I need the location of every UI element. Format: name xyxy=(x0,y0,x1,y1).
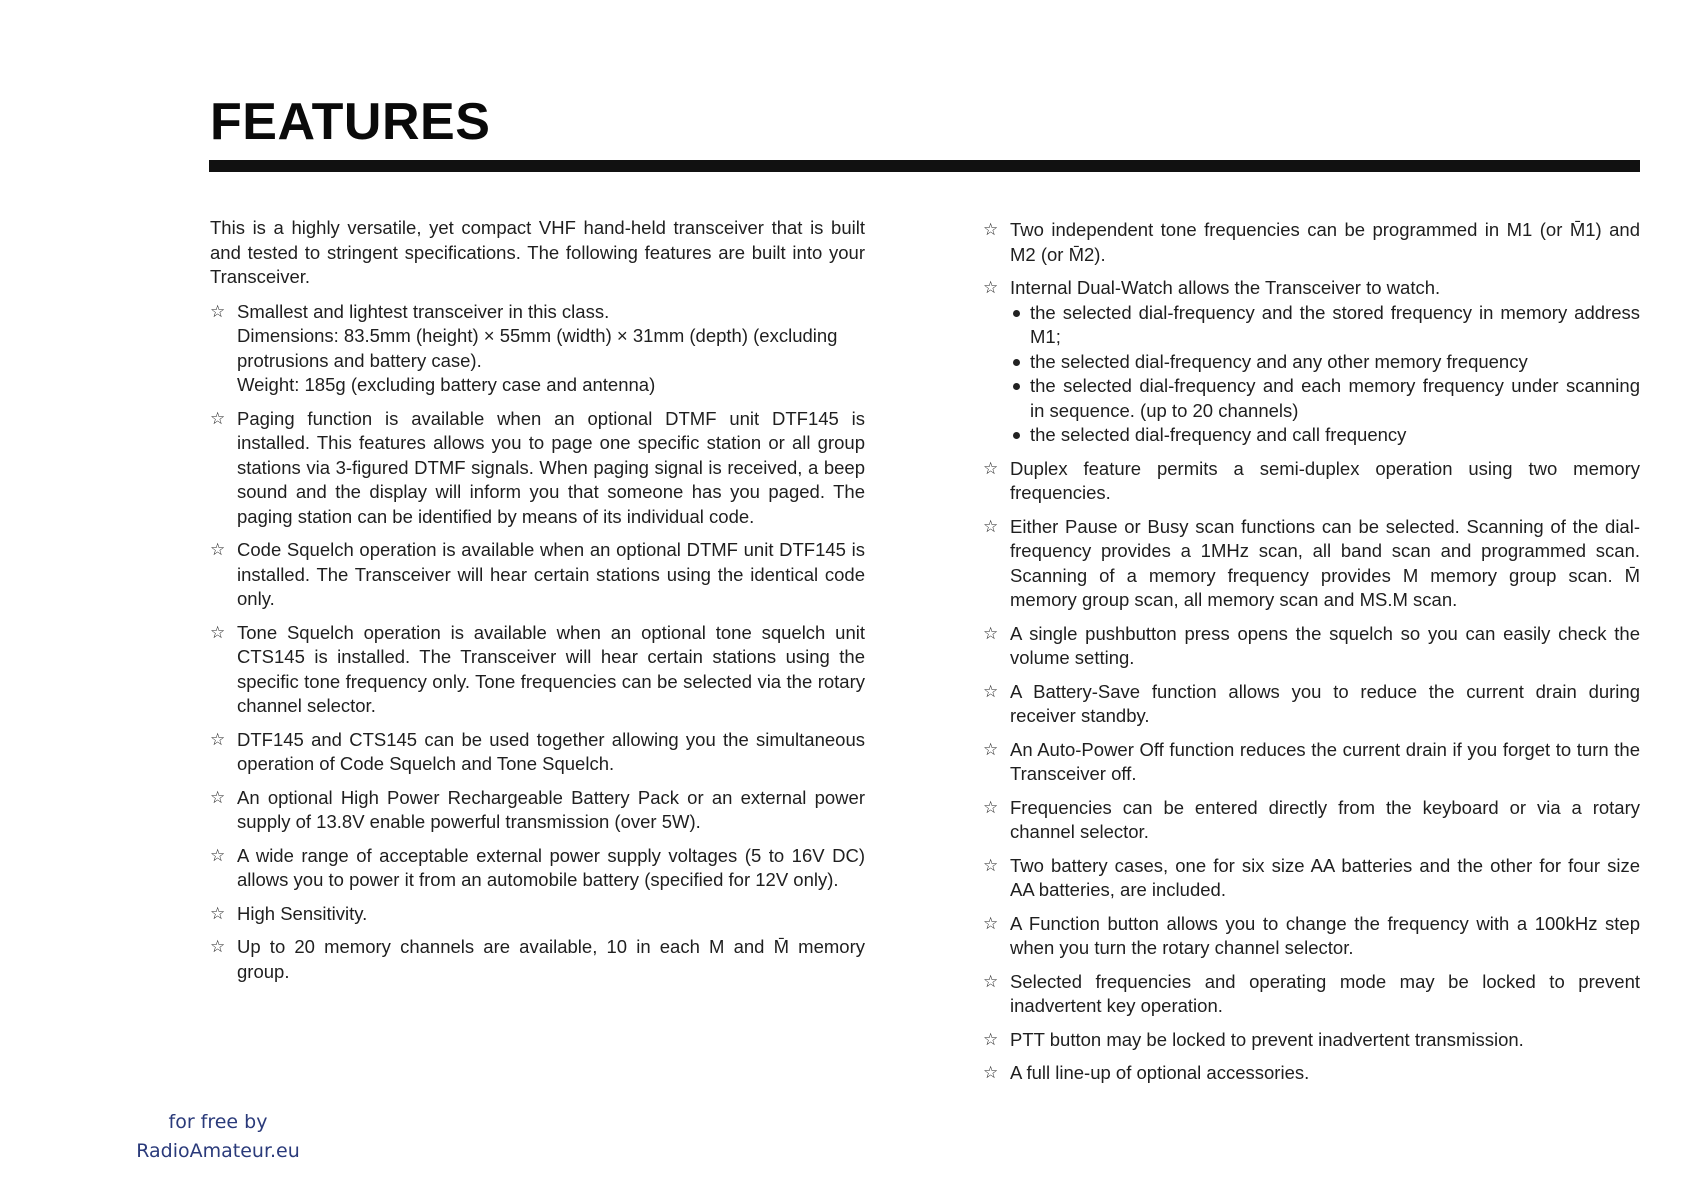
feature-item xyxy=(983,622,1640,671)
feature-item xyxy=(983,738,1640,787)
bullet-dot-icon xyxy=(1013,359,1020,366)
feature-item xyxy=(210,621,865,719)
feature-text: An Auto-Power Off function reduces the current drain if you forget to turn the Transceiver off. xyxy=(1010,738,1640,784)
feature-text: Smallest and lightest transceiver in this class. xyxy=(237,300,610,322)
feature-text: Two independent tone frequencies can be programmed in M1 (or M̄1) and M2 (or M̄2). xyxy=(1010,219,1640,265)
feature-text: Two battery cases, one for six size AA batteries and the other for four size AA batteries, are included. xyxy=(1010,854,1640,900)
feature-item xyxy=(210,728,865,777)
list-item-text: the selected dial-frequency and the stored frequency in memory address M1; xyxy=(1030,301,1640,347)
feature-text: Weight: 185g (excluding battery case and antenna) xyxy=(237,374,656,395)
feature-text: Selected frequencies and operating mode may be locked to prevent inadvertent key operation. xyxy=(1010,970,1640,1016)
feature-text: Internal Dual-Watch allows the Transceiver to watch. xyxy=(1010,277,1441,298)
star-icon: ☆ xyxy=(983,855,999,875)
feature-item xyxy=(210,844,865,893)
feature-text: A full line-up of optional accessories. xyxy=(1010,1062,1310,1083)
feature-item xyxy=(210,300,865,398)
star-icon: ☆ xyxy=(210,903,226,923)
list-item-text: the selected dial-frequency and each memory frequency under scanning in sequence. (up to 20 channels) xyxy=(1030,375,1640,421)
feature-text: Code Squelch operation is available when an optional DTMF unit DTF145 is installed. The Transceiver will hear certain stations using the identical code only. xyxy=(237,539,865,609)
star-icon: ☆ xyxy=(983,1063,999,1082)
watermark xyxy=(118,1108,318,1166)
feature-item xyxy=(983,970,1640,1019)
feature-text: Frequencies can be entered directly from the keyboard or via a rotary channel selector. xyxy=(1010,796,1640,842)
list-item-text: the selected dial-frequency and any other memory frequency xyxy=(1030,350,1528,372)
list-item xyxy=(1010,301,1640,350)
feature-text: A Battery-Save function allows you to reduce the current drain during receiver standby. xyxy=(1010,680,1640,726)
star-icon: ☆ xyxy=(983,797,999,817)
list-item xyxy=(1010,423,1640,448)
title-rule xyxy=(209,160,1640,172)
feature-item xyxy=(983,515,1640,613)
feature-item xyxy=(210,538,865,612)
right-column xyxy=(983,218,1640,1095)
star-icon: ☆ xyxy=(210,622,226,642)
list-item xyxy=(1010,350,1640,375)
star-icon: ☆ xyxy=(210,937,226,956)
feature-text: PTT button may be locked to prevent inadvertent transmission. xyxy=(1010,1028,1524,1050)
star-icon: ☆ xyxy=(983,516,999,536)
feature-item xyxy=(983,1028,1640,1053)
feature-item xyxy=(983,912,1640,961)
feature-item xyxy=(210,786,865,835)
bullet-dot-icon xyxy=(1013,383,1020,390)
feature-text: Duplex feature permits a semi-duplex operation using two memory frequencies. xyxy=(1010,457,1640,503)
feature-item xyxy=(983,854,1640,903)
dual-watch-list xyxy=(1010,301,1640,448)
feature-item xyxy=(983,218,1640,267)
star-icon: ☆ xyxy=(983,278,999,297)
feature-text: Either Pause or Busy scan functions can be selected. Scanning of the dial-frequency provides a 1MHz scan, all band scan and programmed scan. Scanning of a memory frequency provides M memory group scan. M̄ memory group scan, all memory scan and MS.M scan. xyxy=(1010,515,1640,610)
feature-item xyxy=(983,276,1640,448)
feature-text: DTF145 and CTS145 can be used together allowing you the simultaneous operation of Code Squelch and Tone Squelch. xyxy=(237,728,865,774)
feature-item xyxy=(210,935,865,984)
feature-text: High Sensitivity. xyxy=(237,902,368,924)
watermark-link: RadioAmateur.eu xyxy=(136,1140,300,1162)
list-item-text: the selected dial-frequency and call frequency xyxy=(1030,424,1407,445)
star-icon: ☆ xyxy=(983,739,999,759)
star-icon: ☆ xyxy=(983,458,999,478)
star-icon: ☆ xyxy=(210,540,226,559)
feature-text: Paging function is available when an optional DTMF unit DTF145 is installed. This features allows you to page one specific station or all group stations via 3-figured DTMF signals. When paging signal is received, a beep sound and the display will inform you that someone has you paged. The paging station can be identified by means of its individual code. xyxy=(237,407,865,527)
star-icon: ☆ xyxy=(983,623,999,643)
page-title: FEATURES xyxy=(210,93,491,151)
feature-text: Tone Squelch operation is available when an optional tone squelch unit CTS145 is installed. The Transceiver will hear certain stations using the specific tone frequency only. Tone frequencies can be selected via the rotary channel selector. xyxy=(237,621,865,716)
star-icon: ☆ xyxy=(210,845,226,865)
bullet-dot-icon xyxy=(1013,310,1020,317)
left-column xyxy=(210,216,865,993)
feature-text: A wide range of acceptable external power supply voltages (5 to 16V DC) allows you to power it from an automobile battery (specified for 12V only). xyxy=(237,844,865,890)
star-icon: ☆ xyxy=(210,729,226,749)
feature-text: An optional High Power Rechargeable Battery Pack or an external power supply of 13.8V enable powerful transmission (over 5W). xyxy=(237,786,865,832)
feature-item xyxy=(983,680,1640,729)
feature-item xyxy=(983,796,1640,845)
star-icon: ☆ xyxy=(983,1029,999,1049)
feature-item xyxy=(210,902,865,927)
star-icon: ☆ xyxy=(983,220,999,239)
feature-text: A single pushbutton press opens the squelch so you can easily check the volume setting. xyxy=(1010,622,1640,668)
watermark-line: for free by xyxy=(168,1111,268,1133)
feature-text: Dimensions: 83.5mm (height) × 55mm (width) × 31mm (depth) (excluding protrusions and battery case). xyxy=(237,325,838,371)
intro-paragraph: This is a highly versatile, yet compact VHF hand-held transceiver that is built and tested to stringent specifications. The following features are built into your Transceiver. xyxy=(210,217,865,287)
star-icon: ☆ xyxy=(983,913,999,933)
star-icon: ☆ xyxy=(210,301,226,321)
feature-text: A Function button allows you to change the frequency with a 100kHz step when you turn the rotary channel selector. xyxy=(1010,912,1640,958)
feature-item xyxy=(210,407,865,530)
feature-item xyxy=(983,457,1640,506)
bullet-dot-icon xyxy=(1013,432,1020,439)
star-icon: ☆ xyxy=(983,681,999,701)
star-icon: ☆ xyxy=(210,408,226,428)
feature-text: Up to 20 memory channels are available, 10 in each M and M̄ memory group. xyxy=(237,936,865,982)
star-icon: ☆ xyxy=(210,787,226,807)
list-item xyxy=(1010,374,1640,423)
feature-item xyxy=(983,1061,1640,1086)
star-icon: ☆ xyxy=(983,971,999,991)
